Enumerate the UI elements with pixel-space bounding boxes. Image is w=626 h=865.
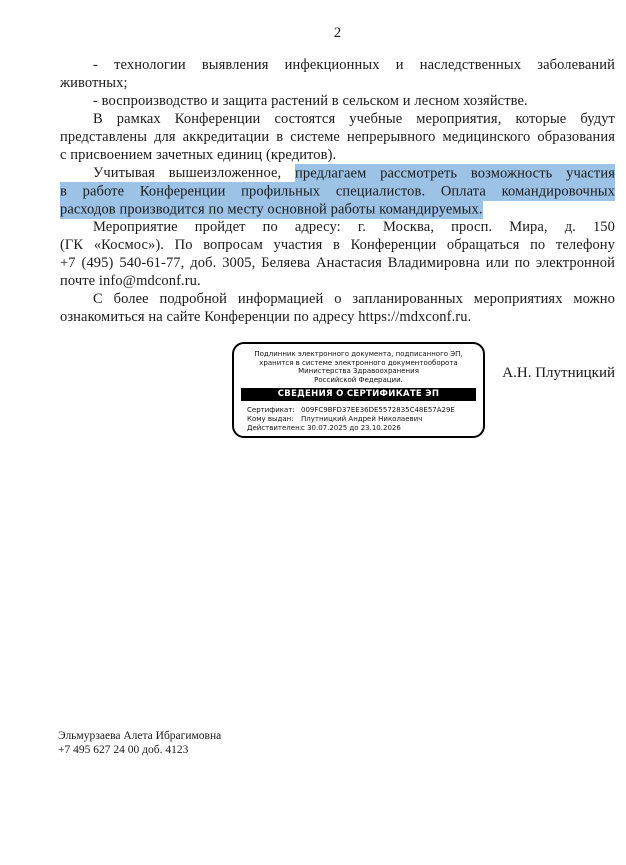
text-segment: животных;: [60, 75, 128, 91]
stamp-field-value: Плутницкий Андрей Николаевич: [301, 415, 423, 424]
highlighted-text: расходов производится по месту основной работы командируемых.: [60, 201, 483, 217]
highlighted-text: в работе Конференции профильных специалистов. Оплата командировочных: [60, 183, 615, 199]
text-segment: с присвоением зачетных единиц (кредитов).: [60, 147, 337, 163]
stamp-certificate-fields: [234, 401, 483, 433]
text-line: [60, 110, 615, 128]
stamp-field-label: Действителен:: [247, 424, 303, 433]
text-segment: В рамках Конференции состоятся учебные мероприятия, которые будут: [93, 111, 615, 127]
stamp-field-value: 009FC9BFD37EE36DE5572835C48E57A29E: [301, 406, 455, 415]
executor-name: Эльмурзаева Алета Ибрагимовна: [58, 730, 222, 742]
text-line: [60, 272, 615, 290]
text-line: [60, 92, 615, 110]
stamp-header-line: хранится в системе электронного документооборота: [259, 358, 458, 367]
stamp-header-line: Российской Федерации.: [314, 375, 403, 384]
text-segment: Мероприятие пройдет по адресу: г. Москва, просп. Мира, д. 150: [93, 219, 615, 235]
text-segment: +7 (495) 540-61-77, доб. 3005, Беляева Анастасия Владимировна или по электронной: [60, 255, 615, 271]
executor-footer: [58, 730, 221, 757]
text-line: [60, 308, 615, 326]
text-segment: - воспроизводство и защита растений в сельском и лесном хозяйстве.: [93, 93, 528, 109]
document-body: [60, 56, 615, 326]
signatory-name: А.Н. Плутницкий: [502, 365, 615, 381]
stamp-field-row: [247, 424, 477, 433]
text-line: [60, 164, 615, 182]
stamp-certificate-bar: СВЕДЕНИЯ О СЕРТИФИКАТЕ ЭП: [241, 388, 476, 401]
text-line: [60, 254, 615, 272]
electronic-signature-stamp: [232, 342, 485, 438]
text-segment: представлены для аккредитации в системе непрерывного медицинского образования: [60, 129, 615, 145]
stamp-field-label: Сертификат:: [247, 406, 295, 415]
text-line: [60, 290, 615, 308]
text-line: [60, 200, 615, 218]
stamp-header-text: [234, 350, 483, 384]
page-number: 2: [333, 25, 342, 41]
text-segment: ознакомиться на сайте Конференции по адресу https://mdxconf.ru.: [60, 309, 472, 325]
text-segment: - технологии выявления инфекционных и наследственных заболеваний: [93, 57, 615, 73]
executor-phone: +7 495 627 24 00 доб. 4123: [58, 743, 189, 756]
text-segment: (ГК «Космос»). По вопросам участия в Конференции обращаться по телефону: [60, 237, 615, 253]
text-segment: С более подробной информацией о запланированных мероприятиях можно: [93, 291, 615, 307]
highlighted-text: предлагаем рассмотреть возможность участия: [295, 165, 615, 181]
stamp-header-line: Министерства Здравоохранения: [298, 367, 419, 376]
stamp-header-line: Подлинник электронного документа, подписанного ЭП,: [254, 350, 463, 358]
text-line: [60, 146, 615, 164]
stamp-field-label: Кому выдан:: [247, 415, 294, 424]
stamp-field-row: [247, 415, 477, 424]
text-line: [60, 182, 615, 200]
text-line: [60, 74, 615, 92]
text-line: [60, 128, 615, 146]
text-line: [60, 218, 615, 236]
text-segment: почте info@mdconf.ru.: [60, 273, 201, 289]
stamp-field-row: [247, 406, 477, 415]
text-line: [60, 56, 615, 74]
stamp-field-value: с 30.07.2025 до 23.10.2026: [301, 424, 401, 433]
text-segment: Учитывая вышеизложенное,: [93, 165, 296, 181]
text-line: [60, 236, 615, 254]
